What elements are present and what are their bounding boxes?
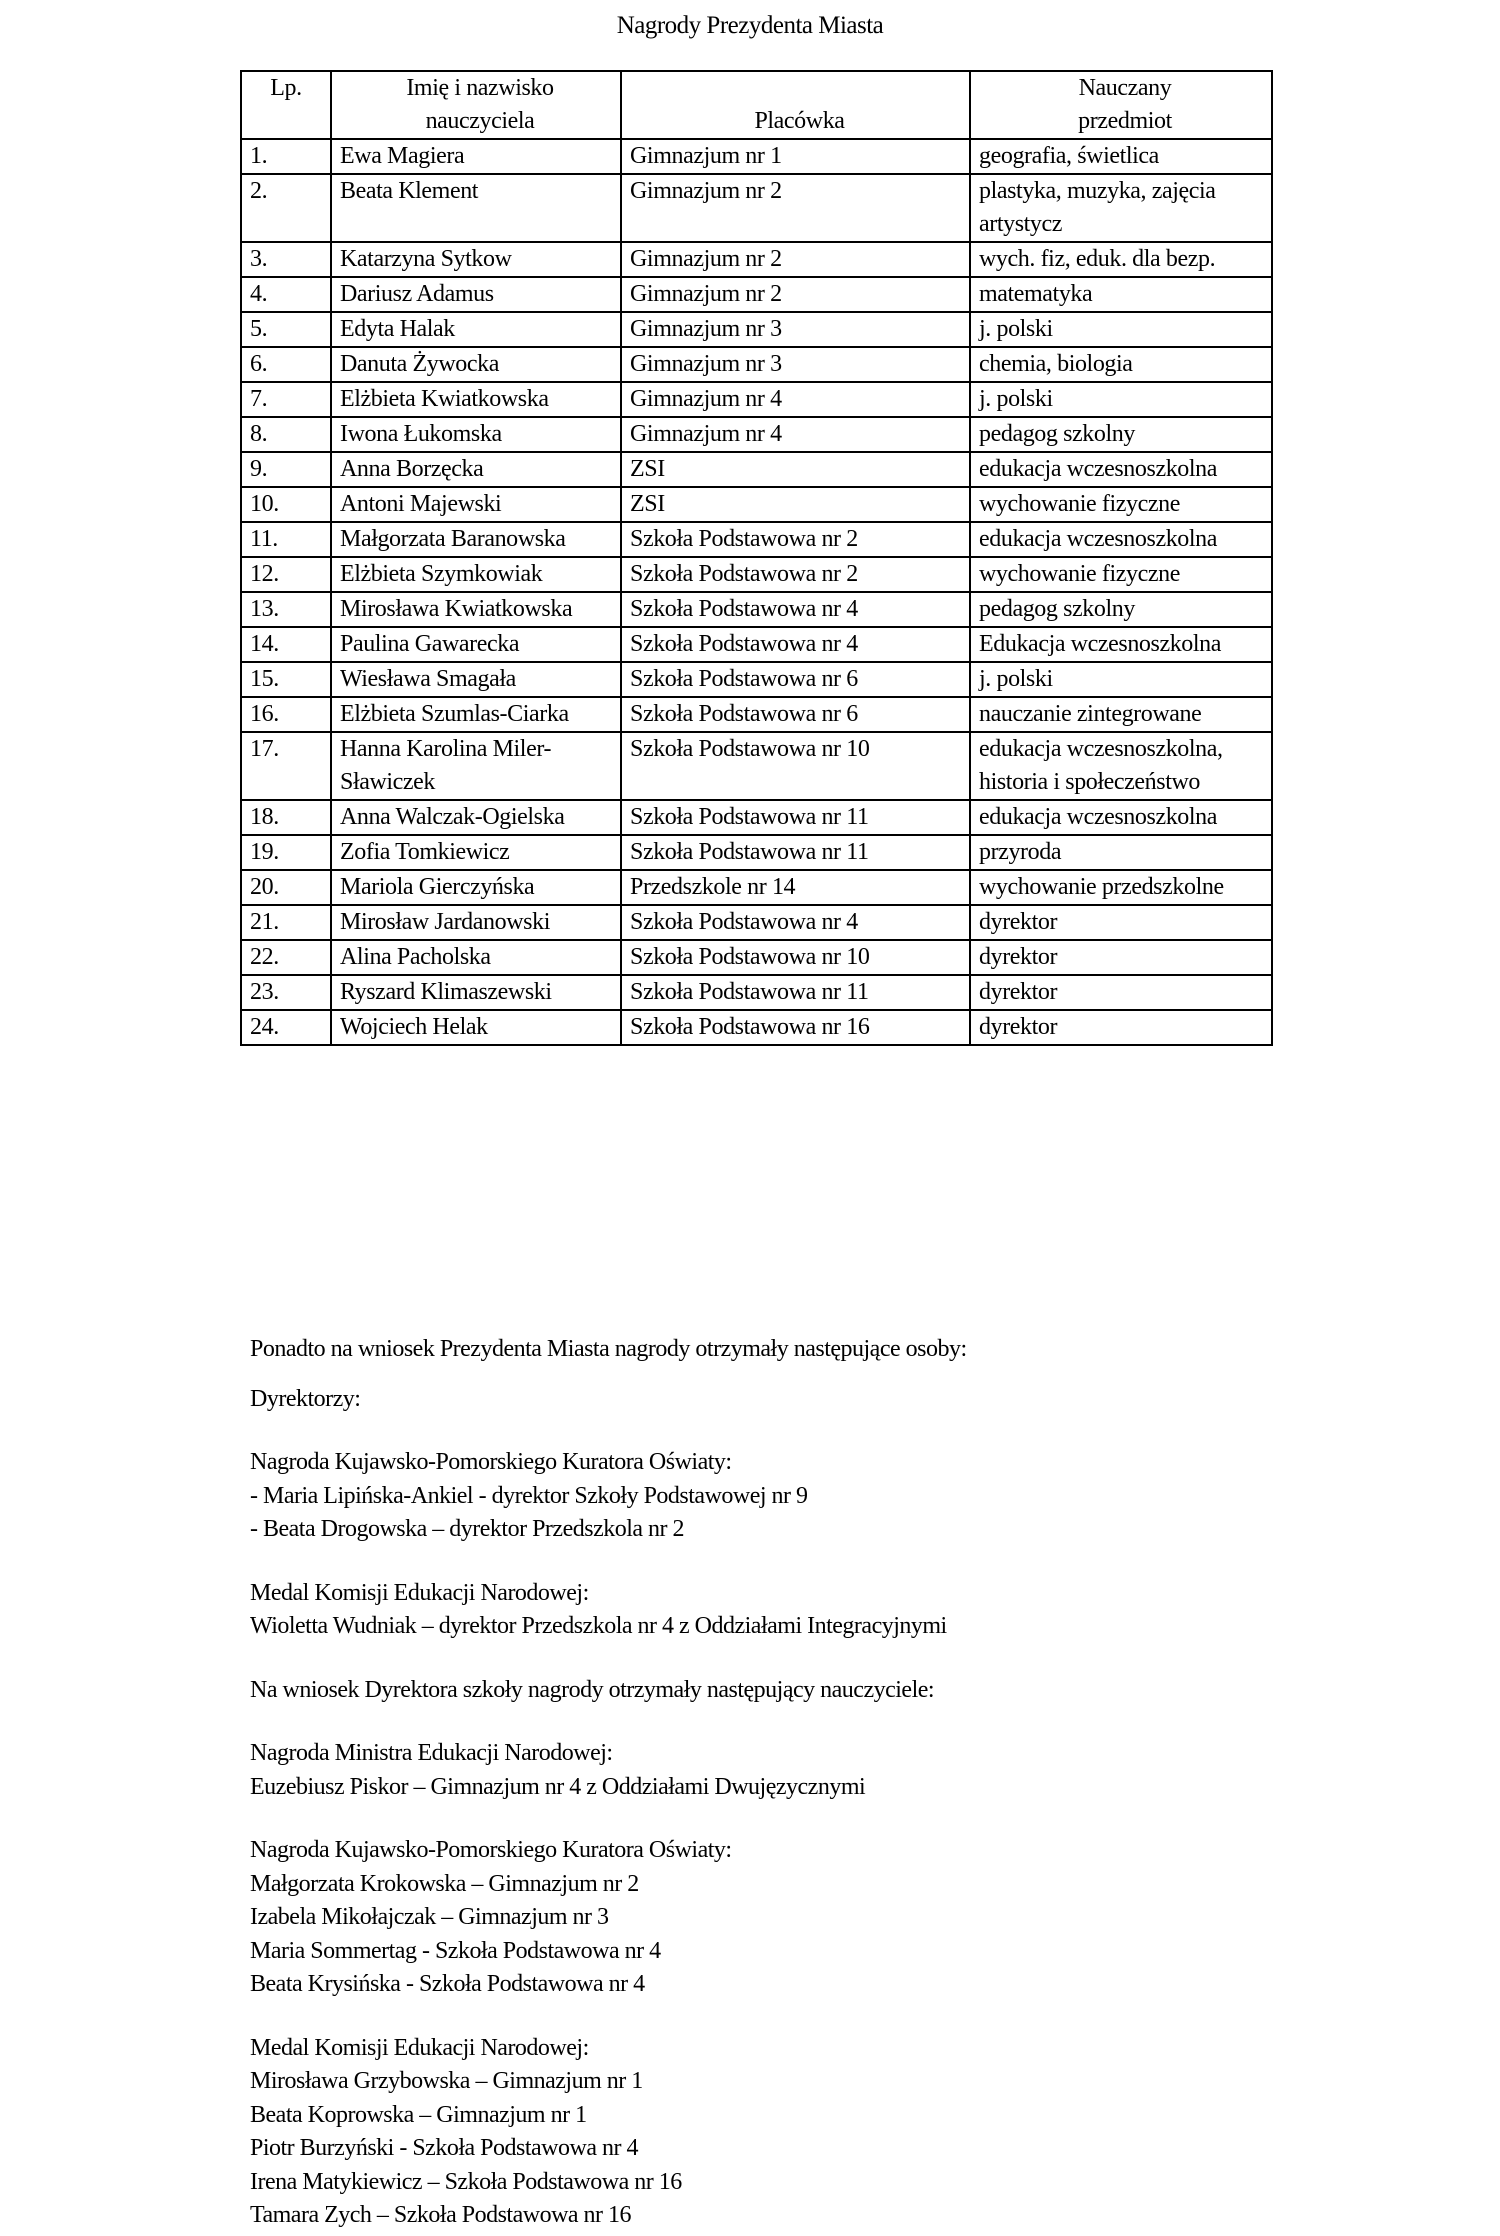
cell-school: Szkoła Podstawowa nr 2: [621, 557, 970, 592]
cell-school: Przedszkole nr 14: [621, 870, 970, 905]
cell-subject: matematyka: [970, 277, 1272, 312]
cell-school: Gimnazjum nr 4: [621, 382, 970, 417]
table-row: [241, 487, 1272, 522]
cell-subject: dyrektor: [970, 940, 1272, 975]
minister-award-heading: Nagroda Ministra Edukacji Narodowej:: [250, 1740, 613, 1766]
cell-lp: 17.: [241, 732, 331, 800]
cell-lp: 11.: [241, 522, 331, 557]
cell-subject: chemia, biologia: [970, 347, 1272, 382]
cell-teacher-name: Małgorzata Baranowska: [331, 522, 621, 557]
list-item: Małgorzata Krokowska – Gimnazjum nr 2: [250, 1870, 639, 1897]
minister-award-list: [250, 1771, 1400, 1805]
table-header-row: [241, 71, 1272, 139]
table-row: [241, 975, 1272, 1010]
cell-subject: j. polski: [970, 382, 1272, 417]
cell-lp: 4.: [241, 277, 331, 312]
cell-teacher-name: Paulina Gawarecka: [331, 627, 621, 662]
cell-teacher-name: Hanna Karolina Miler-Sławiczek: [331, 732, 621, 800]
table-row: [241, 139, 1272, 174]
cell-lp: 18.: [241, 800, 331, 835]
list-item: - Beata Drogowska – dyrektor Przedszkola nr 2: [250, 1516, 685, 1542]
cell-school: Szkoła Podstawowa nr 2: [621, 522, 970, 557]
table-row: [241, 522, 1272, 557]
list-item: Beata Krysińska - Szkoła Podstawowa nr 4: [250, 1971, 645, 1997]
cell-teacher-name: Iwona Łukomska: [331, 417, 621, 452]
cell-school: Szkoła Podstawowa nr 11: [621, 835, 970, 870]
cell-lp: 21.: [241, 905, 331, 940]
cell-school: Szkoła Podstawowa nr 10: [621, 732, 970, 800]
cell-subject: edukacja wczesnoszkolna, historia i społeczeństwo: [970, 732, 1272, 800]
cell-teacher-name: Elżbieta Szymkowiak: [331, 557, 621, 592]
list-item: Beata Koprowska – Gimnazjum nr 1: [250, 2101, 587, 2128]
directors-heading: Dyrektorzy:: [250, 1385, 361, 1412]
cell-teacher-name: Beata Klement: [331, 174, 621, 242]
ken-medal-heading: Medal Komisji Edukacji Narodowej:: [250, 1579, 589, 1606]
list-item: Maria Sommertag - Szkoła Podstawowa nr 4: [250, 1937, 661, 1964]
cell-subject: j. polski: [970, 312, 1272, 347]
list-item: Izabela Mikołajczak – Gimnazjum nr 3: [250, 1904, 609, 1930]
table-row: [241, 382, 1272, 417]
cell-school: ZSI: [621, 452, 970, 487]
cell-teacher-name: Dariusz Adamus: [331, 277, 621, 312]
ken-medal-list-teachers: [250, 2065, 1400, 2233]
cell-lp: 15.: [241, 662, 331, 697]
kurator-award-list-teachers: [250, 1868, 1400, 2002]
cell-teacher-name: Elżbieta Kwiatkowska: [331, 382, 621, 417]
cell-lp: 14.: [241, 627, 331, 662]
table-row: [241, 347, 1272, 382]
cell-teacher-name: Ryszard Klimaszewski: [331, 975, 621, 1010]
header-subject: Nauczany przedmiot: [970, 71, 1272, 139]
cell-subject: edukacja wczesnoszkolna: [970, 800, 1272, 835]
cell-school: Gimnazjum nr 2: [621, 242, 970, 277]
table-row: [241, 417, 1272, 452]
cell-lp: 8.: [241, 417, 331, 452]
school-director-intro: Na wniosek Dyrektora szkoły nagrody otrzymały następujący nauczyciele:: [250, 1676, 935, 1703]
list-item: Euzebiusz Piskor – Gimnazjum nr 4 z Oddziałami Dwujęzycznymi: [250, 1773, 866, 1800]
cell-subject: wychowanie przedszkolne: [970, 870, 1272, 905]
table-row: [241, 835, 1272, 870]
cell-subject: plastyka, muzyka, zajęcia artystycz: [970, 174, 1272, 242]
cell-school: Gimnazjum nr 2: [621, 277, 970, 312]
cell-subject: Edukacja wczesnoszkolna: [970, 627, 1272, 662]
cell-lp: 20.: [241, 870, 331, 905]
cell-subject: pedagog szkolny: [970, 592, 1272, 627]
header-teacher-name: Imię i nazwisko nauczyciela: [331, 71, 621, 139]
list-item: Wioletta Wudniak – dyrektor Przedszkola nr 4 z Oddziałami Integracyjnymi: [250, 1613, 947, 1639]
cell-school: ZSI: [621, 487, 970, 522]
cell-teacher-name: Edyta Halak: [331, 312, 621, 347]
cell-subject: dyrektor: [970, 975, 1272, 1010]
table-row: [241, 1010, 1272, 1045]
notes-section: [250, 1333, 1400, 2233]
cell-subject: nauczanie zintegrowane: [970, 697, 1272, 732]
cell-teacher-name: Wiesława Smagała: [331, 662, 621, 697]
table-row: [241, 242, 1272, 277]
cell-teacher-name: Katarzyna Sytkow: [331, 242, 621, 277]
cell-lp: 9.: [241, 452, 331, 487]
cell-lp: 5.: [241, 312, 331, 347]
cell-teacher-name: Zofia Tomkiewicz: [331, 835, 621, 870]
list-item: Mirosława Grzybowska – Gimnazjum nr 1: [250, 2068, 643, 2094]
cell-teacher-name: Elżbieta Szumlas-Ciarka: [331, 697, 621, 732]
cell-school: Szkoła Podstawowa nr 11: [621, 975, 970, 1010]
cell-school: Gimnazjum nr 4: [621, 417, 970, 452]
table-row: [241, 905, 1272, 940]
document-title: Nagrody Prezydenta Miasta: [616, 12, 884, 39]
table-row: [241, 870, 1272, 905]
cell-lp: 7.: [241, 382, 331, 417]
kurator-award-heading: Nagroda Kujawsko-Pomorskiego Kuratora Oświaty:: [250, 1449, 732, 1475]
list-item: Tamara Zych – Szkoła Podstawowa nr 16: [250, 2202, 632, 2228]
cell-lp: 1.: [241, 139, 331, 174]
cell-school: Szkoła Podstawowa nr 4: [621, 905, 970, 940]
kurator-award-list-directors: [250, 1480, 1400, 1547]
cell-teacher-name: Danuta Żywocka: [331, 347, 621, 382]
cell-subject: wych. fiz, eduk. dla bezp.: [970, 242, 1272, 277]
cell-teacher-name: Mirosław Jardanowski: [331, 905, 621, 940]
header-lp: Lp.: [241, 71, 331, 139]
cell-school: Gimnazjum nr 2: [621, 174, 970, 242]
table-row: [241, 592, 1272, 627]
cell-subject: pedagog szkolny: [970, 417, 1272, 452]
cell-lp: 3.: [241, 242, 331, 277]
cell-lp: 2.: [241, 174, 331, 242]
table-row: [241, 662, 1272, 697]
table-row: [241, 452, 1272, 487]
table-row: [241, 627, 1272, 662]
cell-school: Szkoła Podstawowa nr 4: [621, 627, 970, 662]
cell-school: Gimnazjum nr 1: [621, 139, 970, 174]
cell-teacher-name: Alina Pacholska: [331, 940, 621, 975]
ken-medal-list-directors: [250, 1610, 1400, 1644]
cell-subject: j. polski: [970, 662, 1272, 697]
cell-teacher-name: Antoni Majewski: [331, 487, 621, 522]
awards-table: [240, 70, 1273, 1046]
table-row: [241, 732, 1272, 800]
cell-teacher-name: Anna Borzęcka: [331, 452, 621, 487]
cell-teacher-name: Mirosława Kwiatkowska: [331, 592, 621, 627]
table-row: [241, 940, 1272, 975]
cell-teacher-name: Anna Walczak-Ogielska: [331, 800, 621, 835]
cell-lp: 23.: [241, 975, 331, 1010]
kurator-award-heading-teachers: Nagroda Kujawsko-Pomorskiego Kuratora Oświaty:: [250, 1837, 732, 1863]
cell-lp: 13.: [241, 592, 331, 627]
cell-lp: 24.: [241, 1010, 331, 1045]
list-item: - Maria Lipińska-Ankiel - dyrektor Szkoły Podstawowej nr 9: [250, 1482, 808, 1509]
awards-table-body: [241, 139, 1272, 1045]
cell-lp: 6.: [241, 347, 331, 382]
cell-subject: geografia, świetlica: [970, 139, 1272, 174]
cell-subject: wychowanie fizyczne: [970, 557, 1272, 592]
header-school: Placówka: [621, 71, 970, 139]
cell-school: Szkoła Podstawowa nr 6: [621, 697, 970, 732]
cell-school: Szkoła Podstawowa nr 10: [621, 940, 970, 975]
table-row: [241, 697, 1272, 732]
notes-intro: Ponadto na wniosek Prezydenta Miasta nagrody otrzymały następujące osoby:: [250, 1336, 967, 1362]
cell-school: Szkoła Podstawowa nr 16: [621, 1010, 970, 1045]
cell-school: Gimnazjum nr 3: [621, 347, 970, 382]
cell-subject: dyrektor: [970, 1010, 1272, 1045]
table-row: [241, 312, 1272, 347]
table-row: [241, 557, 1272, 592]
cell-school: Szkoła Podstawowa nr 6: [621, 662, 970, 697]
cell-teacher-name: Ewa Magiera: [331, 139, 621, 174]
cell-school: Gimnazjum nr 3: [621, 312, 970, 347]
ken-medal-heading-teachers: Medal Komisji Edukacji Narodowej:: [250, 2034, 589, 2061]
cell-lp: 16.: [241, 697, 331, 732]
cell-lp: 12.: [241, 557, 331, 592]
table-row: [241, 174, 1272, 242]
cell-subject: edukacja wczesnoszkolna: [970, 522, 1272, 557]
cell-subject: przyroda: [970, 835, 1272, 870]
cell-teacher-name: Mariola Gierczyńska: [331, 870, 621, 905]
cell-teacher-name: Wojciech Helak: [331, 1010, 621, 1045]
table-row: [241, 800, 1272, 835]
cell-subject: dyrektor: [970, 905, 1272, 940]
cell-school: Szkoła Podstawowa nr 4: [621, 592, 970, 627]
list-item: Piotr Burzyński - Szkoła Podstawowa nr 4: [250, 2135, 638, 2161]
cell-lp: 10.: [241, 487, 331, 522]
cell-subject: edukacja wczesnoszkolna: [970, 452, 1272, 487]
cell-subject: wychowanie fizyczne: [970, 487, 1272, 522]
list-item: Irena Matykiewicz – Szkoła Podstawowa nr 16: [250, 2168, 682, 2195]
cell-lp: 19.: [241, 835, 331, 870]
cell-school: Szkoła Podstawowa nr 11: [621, 800, 970, 835]
cell-lp: 22.: [241, 940, 331, 975]
table-row: [241, 277, 1272, 312]
